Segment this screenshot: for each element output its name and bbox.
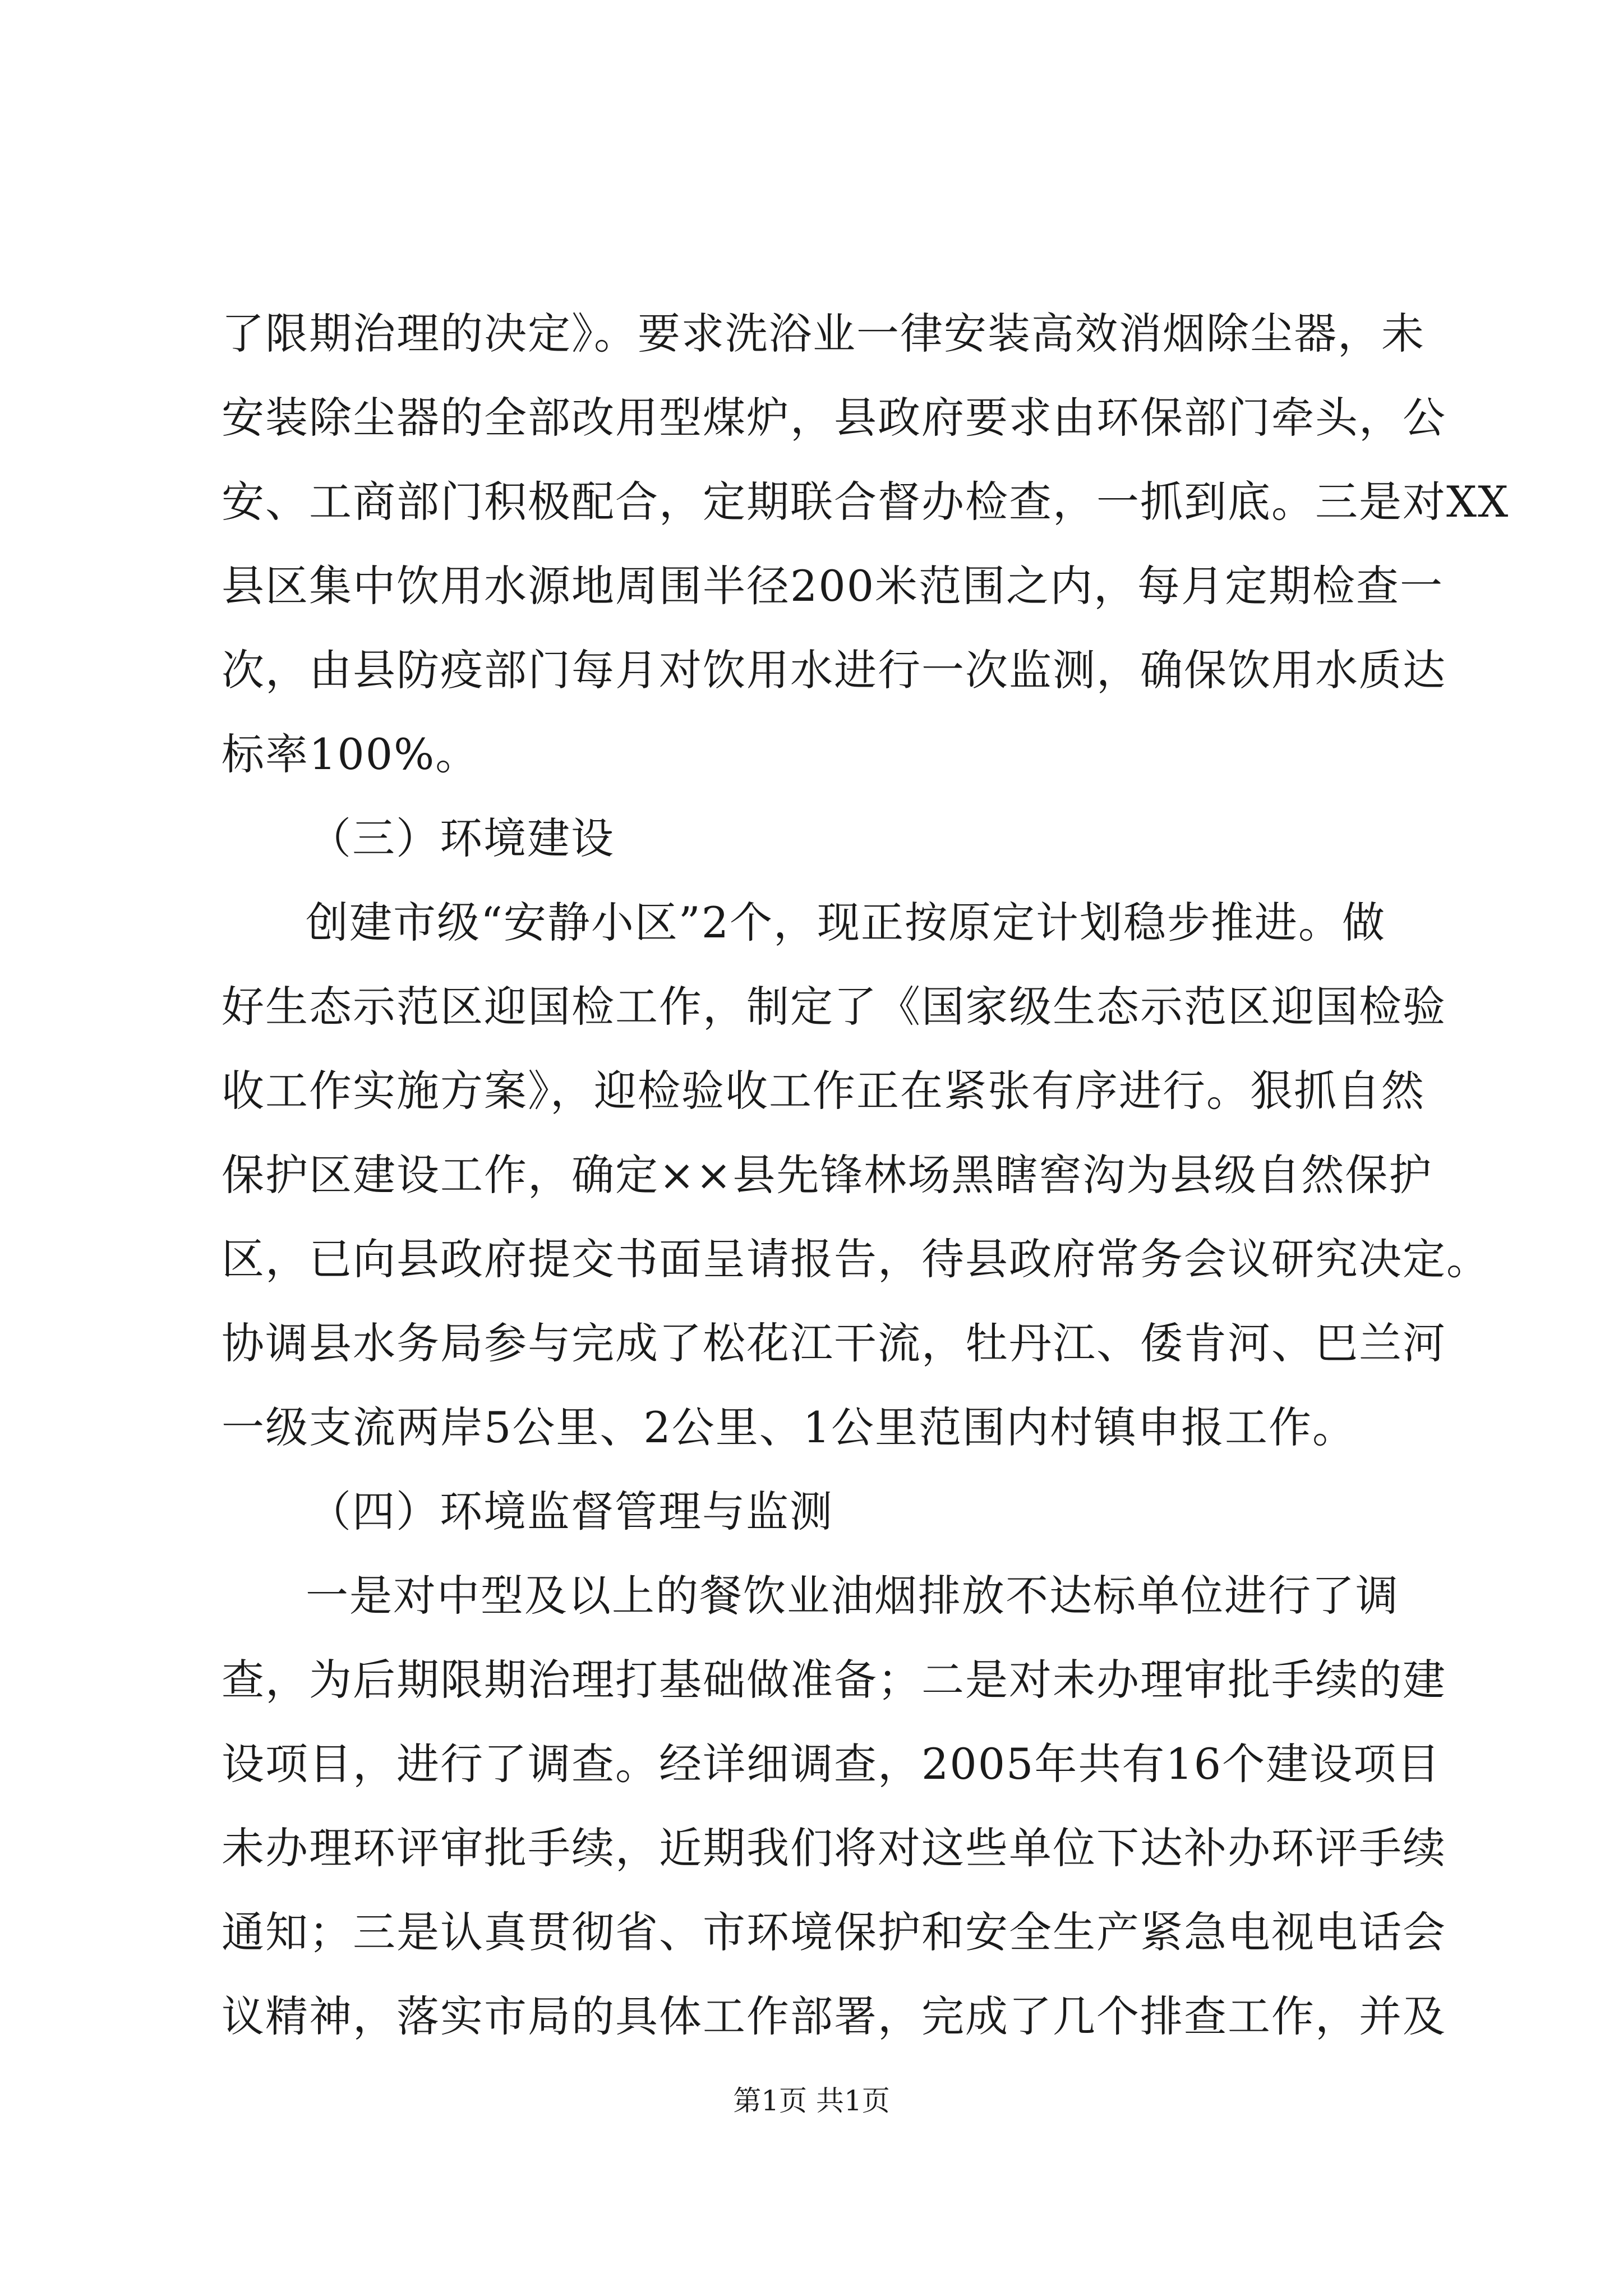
text-line: 保护区建设工作，确定××县先锋林场黑瞎窖沟为县级自然保护 — [222, 1150, 1433, 1200]
text-line: 区，已向县政府提交书面呈请报告，待县政府常务会议研究决定。 — [222, 1234, 1490, 1284]
page-footer: 第1页 共1页 — [733, 2085, 890, 2117]
text-line: 好生态示范区迎国检工作，制定了《国家级生态示范区迎国检验 — [222, 982, 1446, 1032]
section-heading: （四）环境监督管理与监测 — [308, 1487, 833, 1536]
text-line: 安装除尘器的全部改用型煤炉，县政府要求由环保部门牵头，公 — [222, 393, 1446, 443]
text-line: 一级支流两岸5公里、2公里、1公里范围内村镇申报工作。 — [222, 1402, 1357, 1452]
section-heading: （三）环境建设 — [308, 813, 615, 863]
text-line: 通知；三是认真贯彻省、市环境保护和安全生产紧急电视电话会 — [222, 1907, 1446, 1957]
text-line: 县区集中饮用水源地周围半径200米范围之内，每月定期检查一 — [222, 561, 1444, 611]
text-line: 未办理环评审批手续，近期我们将对这些单位下达补办环评手续 — [222, 1823, 1446, 1873]
text-line: 创建市级“安静小区”2个，现正按原定计划稳步推进。做 — [306, 898, 1386, 947]
text-line: 一是对中型及以上的餐饮业油烟排放不达标单位进行了调 — [306, 1571, 1399, 1621]
text-line: 了限期治理的决定》。要求洗浴业一律安装高效消烟除尘器，未 — [222, 309, 1425, 358]
text-line: 查，为后期限期治理打基础做准备；二是对未办理审批手续的建 — [222, 1655, 1446, 1705]
text-line: 设项目，进行了调查。经详细调查，2005年共有16个建设项目 — [222, 1739, 1441, 1789]
text-line: 协调县水务局参与完成了松花江干流，牡丹江、倭肯河、巴兰河 — [222, 1318, 1446, 1368]
text-line: 次，由县防疫部门每月对饮用水进行一次监测，确保饮用水质达 — [222, 645, 1446, 695]
text-line: 标率100%。 — [222, 729, 479, 779]
text-line: 收工作实施方案》，迎检验收工作正在紧张有序进行。狠抓自然 — [222, 1066, 1425, 1116]
text-line: 议精神，落实市局的具体工作部署，完成了几个排查工作，并及 — [222, 1991, 1446, 2041]
text-line: 安、工商部门积极配合，定期联合督办检查，一抓到底。三是对XX — [222, 477, 1510, 527]
